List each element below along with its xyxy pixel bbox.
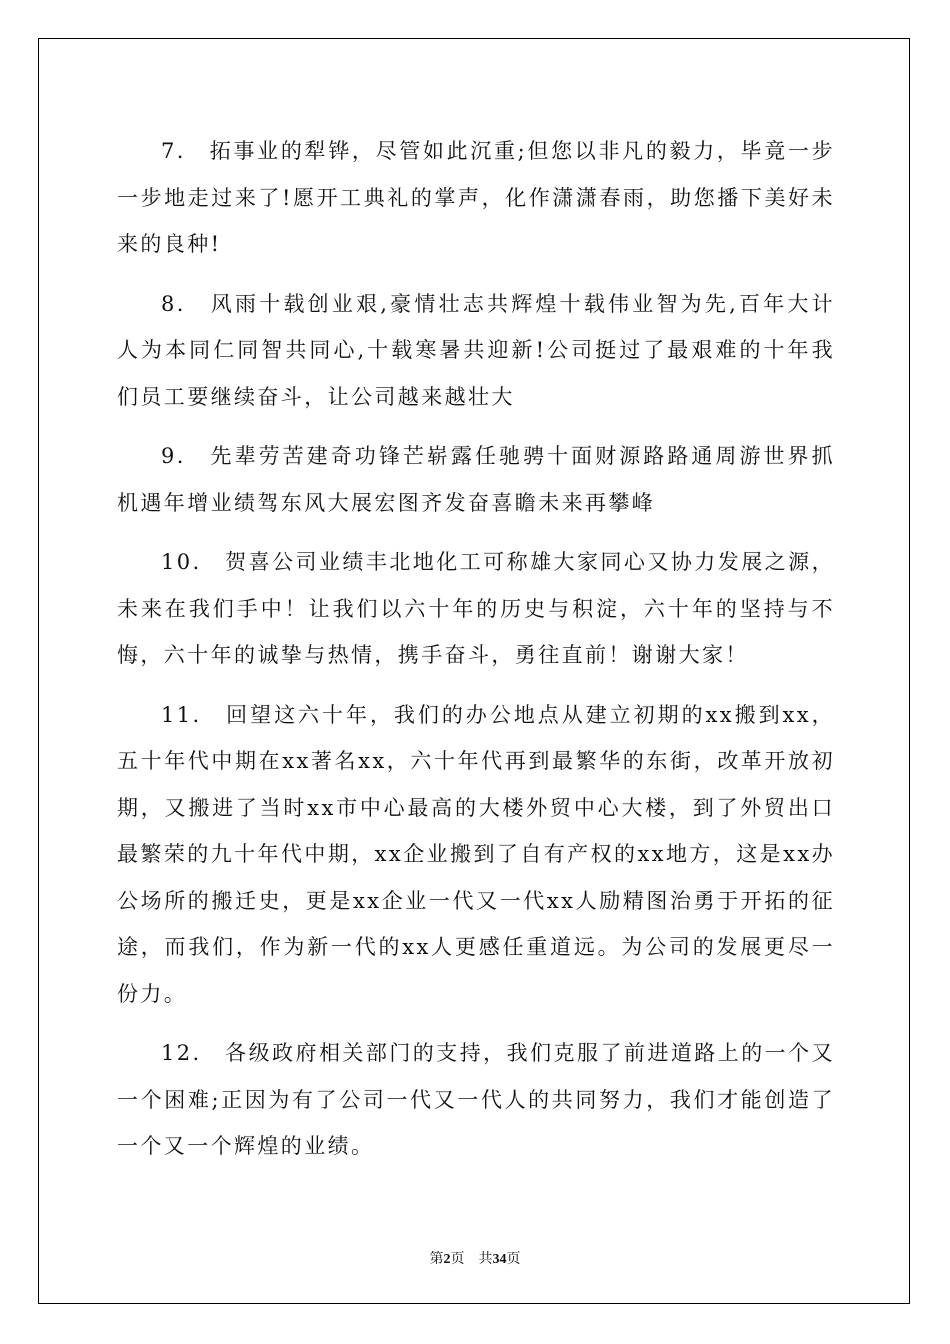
- paragraph-9: 9. 先辈劳苦建奇功锋芒崭露任驰骋十面财源路路通周游世界抓机遇年增业绩驾东风大展宏图齐发奋喜瞻未来再攀峰: [117, 444, 835, 515]
- paragraph-10: 10. 贺喜公司业绩丰北地化工可称雄大家同心又协力发展之源，未来在我们手中！让我们以六十年的历史与积淀，六十年的坚持与不悔，六十年的诚挚与热情，携手奋斗，勇往直前！谢谢大家！: [117, 550, 835, 667]
- footer-total-suffix: 页: [506, 1251, 521, 1267]
- paragraph-11: 11. 回望这六十年，我们的办公地点从建立初期的xx搬到xx，五十年代中期在xx著名xx，六十年代再到最繁华的东街，改革开放初期，又搬进了当时xx市中心最高的大楼外贸中心大楼，到了外贸出口最繁荣的九十年代中期，xx企业搬到了自有产权的xx地方，这是xx办公场所的搬迁史，更是xx企业一代又一代xx人励精图治勇于开拓的征途，而我们，作为新一代的xx人更感任重道远。为公司的发展更尽一份力。: [117, 702, 835, 1006]
- document-body: [117, 128, 835, 1183]
- paragraph-8: 8. 风雨十载创业艰,豪情壮志共辉煌十载伟业智为先,百年大计人为本同仁同智共同心,十载寒暑共迎新!公司挺过了最艰难的十年我们员工要继续奋斗，让公司越来越壮大: [117, 291, 835, 409]
- paragraph-7: 7. 拓事业的犁铧，尽管如此沉重;但您以非凡的毅力，毕竟一步一步地走过来了!愿开工典礼的掌声，化作潇潇春雨，助您播下美好未来的良种!: [117, 139, 835, 256]
- footer-page-suffix: 页 共: [450, 1251, 493, 1267]
- paragraph-12: 12. 各级政府相关部门的支持，我们克服了前进道路上的一个又一个困难;正因为有了公司一代又一代人的共同努力，我们才能创造了一个又一个辉煌的业绩。: [117, 1041, 835, 1158]
- footer-prefix: 第: [429, 1251, 444, 1267]
- current-page-number: 2: [443, 1252, 451, 1267]
- page-footer: [0, 1248, 950, 1268]
- total-page-count: 34: [492, 1252, 507, 1267]
